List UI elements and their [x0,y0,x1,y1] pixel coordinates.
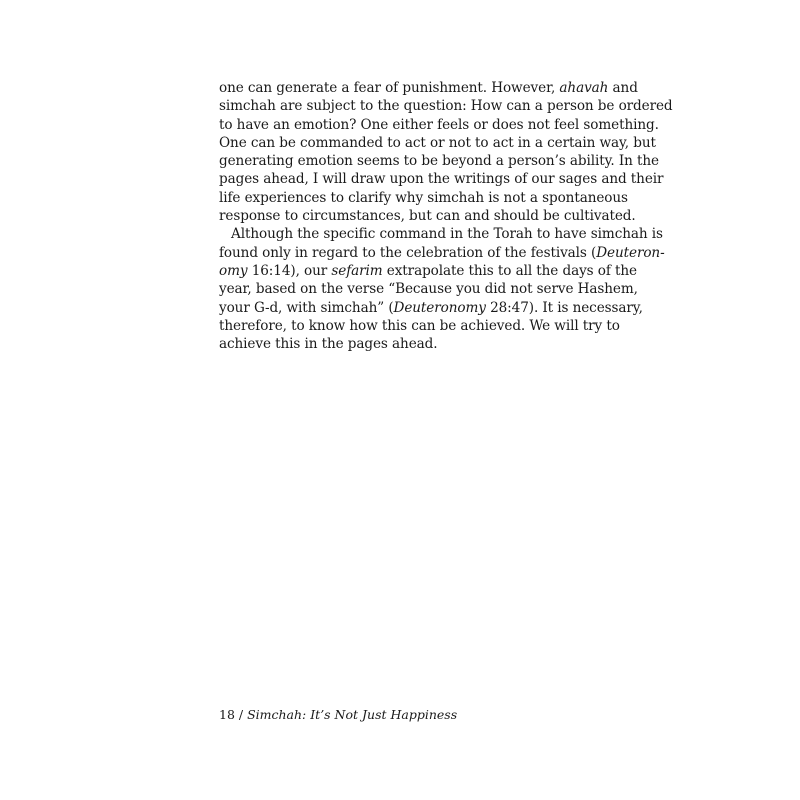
text-line: omy 16:14), our sefarim extrapolate this to all the days of the [219,262,637,279]
italic-term: Deuteron- [596,244,665,261]
text-line: one can generate a fear of punishment. However, ahavah and [219,80,638,96]
text-line: achieve this in the pages ahead. [219,336,438,353]
page-number: 18 [219,707,235,722]
text-line: pages ahead, I will draw upon the writings of our sages and their [219,171,664,188]
text-line: generating emotion seems to be beyond a person’s ability. In the [219,153,659,170]
text-line: simchah are subject to the question: How can a person be ordered [219,98,673,115]
italic-term: Deuteronomy [393,299,486,316]
text-line: life experiences to clarify why simchah is not a spontaneous [219,189,628,206]
text-line: to have an emotion? One either feels or does not feel something. [219,116,659,133]
text-line: your G-d, with simchah” (Deuteronomy 28:47). It is necessary, [219,299,643,316]
italic-term: sefarim [331,262,383,279]
footer-separator: / [234,707,248,722]
page-footer [219,707,457,723]
text-line: One can be commanded to act or not to act in a certain way, but [219,134,656,151]
text-line: response to circumstances, but can and should be cultivated. [219,208,636,225]
italic-term: ahavah [559,80,609,96]
italic-term: omy [219,262,248,279]
running-title: Simchah: It’s Not Just Happiness [247,707,458,722]
text-line: Although the specific command in the Torah to have simchah is [231,226,663,243]
body-text [219,79,673,353]
text-line: therefore, to know how this can be achieved. We will try to [219,317,620,334]
text-line: found only in regard to the celebration of the festivals (Deuteron- [219,244,665,261]
text-line: year, based on the verse “Because you did not serve Hashem, [219,281,638,298]
